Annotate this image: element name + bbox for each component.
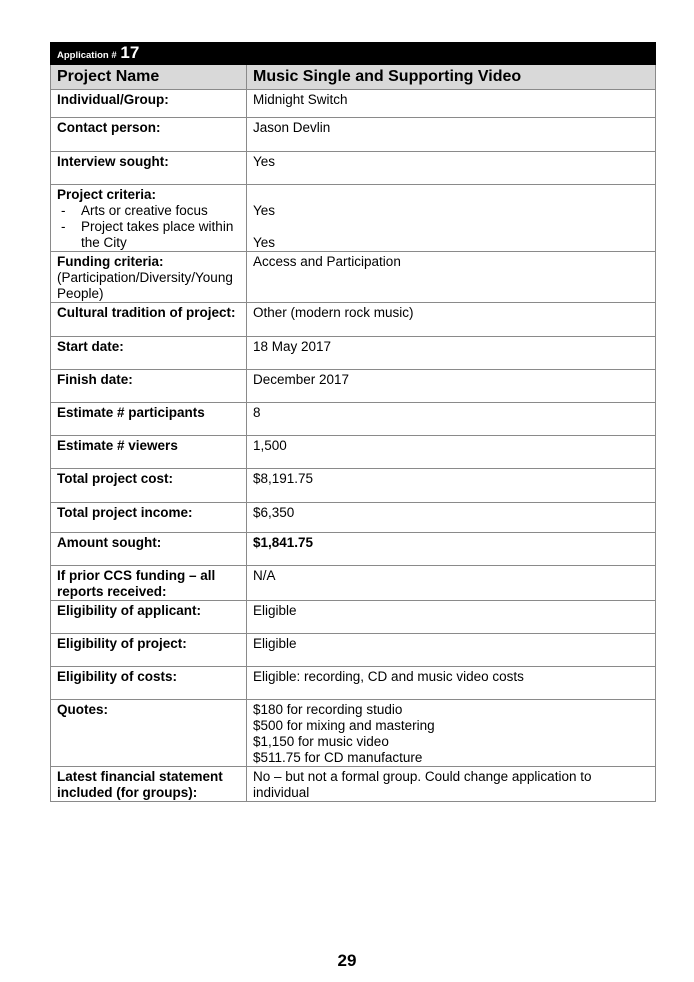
- funding-value: Access and Participation: [247, 252, 656, 303]
- eligibility-costs-label: Eligibility of costs:: [51, 667, 247, 700]
- project-name-value: Music Single and Supporting Video: [247, 65, 656, 90]
- contact-label: Contact person:: [51, 118, 247, 152]
- funding-sublabel: (Participation/Diversity/Young People): [57, 270, 233, 301]
- interview-row: [51, 152, 656, 185]
- financial-statement-row: [51, 767, 656, 802]
- eligibility-applicant-label: Eligibility of applicant:: [51, 601, 247, 634]
- quote-line: $511.75 for CD manufacture: [253, 750, 423, 765]
- eligibility-costs-row: [51, 667, 656, 700]
- project-name-label: Project Name: [51, 65, 247, 90]
- contact-value: Jason Devlin: [247, 118, 656, 152]
- amount-value: $1,841.75: [247, 533, 656, 566]
- eligibility-costs-value: Eligible: recording, CD and music video costs: [247, 667, 656, 700]
- eligibility-applicant-value: Eligible: [247, 601, 656, 634]
- project-criteria-list: [57, 203, 240, 251]
- funding-cell: [51, 252, 247, 303]
- application-number-row: [51, 43, 656, 65]
- page-number: 29: [337, 951, 357, 970]
- project-criteria-row: [51, 185, 656, 252]
- start-row: [51, 337, 656, 370]
- quote-line: $1,150 for music video: [253, 734, 389, 749]
- criteria-item: - Project takes place within the City: [57, 219, 240, 251]
- amount-label: Amount sought:: [51, 533, 247, 566]
- start-value: 18 May 2017: [247, 337, 656, 370]
- start-label: Start date:: [51, 337, 247, 370]
- eligibility-project-value: Eligible: [247, 634, 656, 667]
- total-income-value: $6,350: [247, 503, 656, 533]
- participants-value: 8: [247, 403, 656, 436]
- individual-value: Midnight Switch: [247, 90, 656, 118]
- individual-label: Individual/Group:: [51, 90, 247, 118]
- prior-funding-row: [51, 566, 656, 601]
- total-income-label: Total project income:: [51, 503, 247, 533]
- financial-statement-value: No – but not a formal group. Could change application to individual: [247, 767, 656, 802]
- viewers-label: Estimate # viewers: [51, 436, 247, 469]
- quote-line: $180 for recording studio: [253, 702, 403, 717]
- funding-row: [51, 252, 656, 303]
- participants-row: [51, 403, 656, 436]
- finish-row: [51, 370, 656, 403]
- quotes-row: [51, 700, 656, 767]
- finish-value: December 2017: [247, 370, 656, 403]
- quote-line: $500 for mixing and mastering: [253, 718, 435, 733]
- application-table: [50, 42, 656, 802]
- prior-funding-value: N/A: [247, 566, 656, 601]
- project-criteria-label: Project criteria:: [57, 187, 157, 202]
- prior-funding-label: If prior CCS funding – all reports received:: [51, 566, 247, 601]
- eligibility-project-row: [51, 634, 656, 667]
- criteria-item: - Arts or creative focus: [57, 203, 240, 219]
- individual-row: [51, 90, 656, 118]
- amount-row: [51, 533, 656, 566]
- interview-label: Interview sought:: [51, 152, 247, 185]
- financial-statement-label: Latest financial statement included (for groups):: [51, 767, 247, 802]
- cultural-value: Other (modern rock music): [247, 303, 656, 337]
- viewers-value: 1,500: [247, 436, 656, 469]
- project-criteria-values: [247, 185, 656, 252]
- interview-value: Yes: [247, 152, 656, 185]
- application-number-blank: [247, 43, 656, 65]
- criteria-value: Yes: [253, 235, 276, 250]
- cultural-row: [51, 303, 656, 337]
- project-name-row: [51, 65, 656, 90]
- total-cost-value: $8,191.75: [247, 469, 656, 503]
- eligibility-project-label: Eligibility of project:: [51, 634, 247, 667]
- contact-row: [51, 118, 656, 152]
- finish-label: Finish date:: [51, 370, 247, 403]
- application-number: 17: [120, 43, 140, 62]
- cultural-label: Cultural tradition of project:: [51, 303, 247, 337]
- application-number-label: Application #: [57, 50, 117, 61]
- viewers-row: [51, 436, 656, 469]
- total-income-row: [51, 503, 656, 533]
- total-cost-label: Total project cost:: [51, 469, 247, 503]
- quotes-label: Quotes:: [51, 700, 247, 767]
- participants-label: Estimate # participants: [51, 403, 247, 436]
- total-cost-row: [51, 469, 656, 503]
- application-number-cell: [51, 43, 247, 65]
- project-criteria-cell: [51, 185, 247, 252]
- funding-label: Funding criteria:: [57, 254, 164, 269]
- eligibility-applicant-row: [51, 601, 656, 634]
- quotes-values: [247, 700, 656, 767]
- criteria-value: Yes: [253, 203, 276, 218]
